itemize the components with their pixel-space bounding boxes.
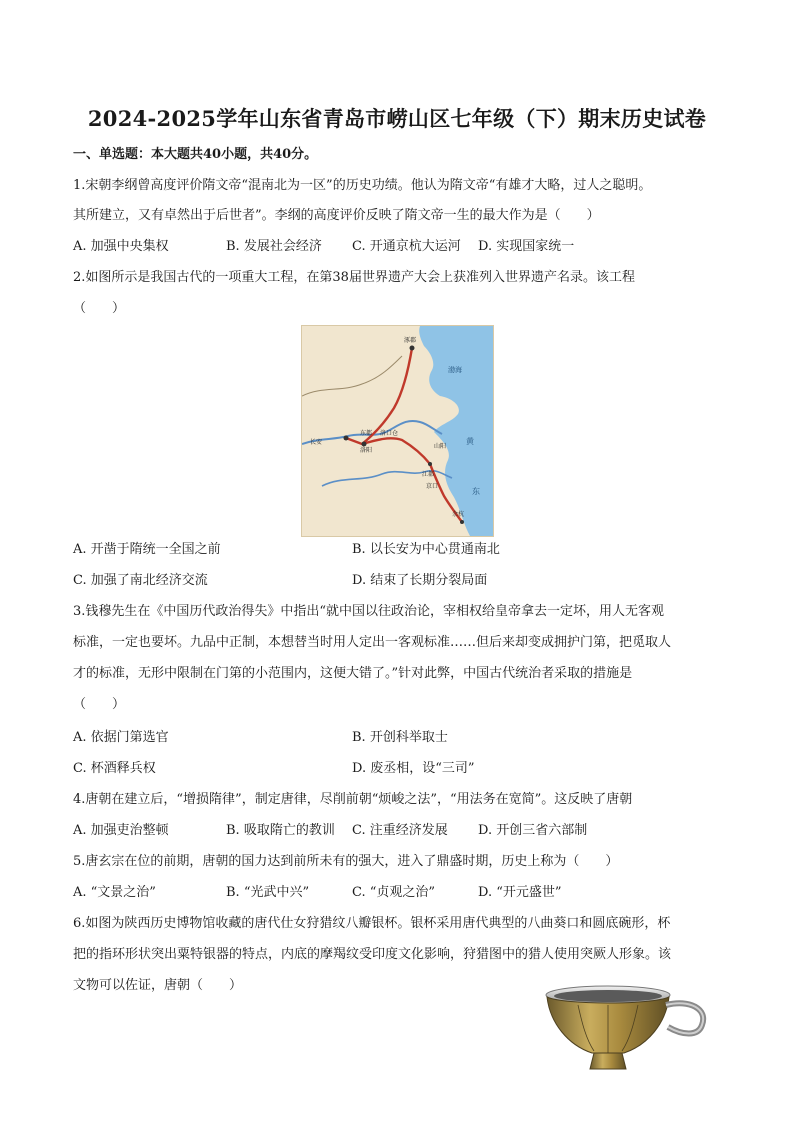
q2-option-d[interactable]: D. 结束了长期分裂局面: [352, 573, 488, 588]
section-heading: 一、单选题：本大题共40小题，共40分。: [73, 147, 318, 162]
q5-option-b[interactable]: B. “光武中兴”: [226, 885, 310, 900]
question-4-line-1: 4.唐朝在建立后，“增损隋律”，制定唐律，尽削前朝“烦峻之法”，“用法务在宽简”。这反映了唐朝: [73, 792, 633, 807]
grand-canal-map-svg: [302, 326, 493, 536]
map-label-jiangdu: 江都: [422, 471, 435, 478]
luoyang-point: [362, 442, 367, 447]
q5-option-c[interactable]: C. “贞观之治”: [352, 885, 436, 900]
q1-option-d[interactable]: D. 实现国家统一: [478, 239, 575, 254]
map-label-luokoucang: 洛口仓: [380, 430, 399, 437]
cup-foot: [590, 1053, 626, 1069]
q4-option-b[interactable]: B. 吸取隋亡的教训: [226, 823, 335, 838]
q5-option-d[interactable]: D. “开元盛世”: [478, 885, 562, 900]
sea-area: [419, 326, 493, 536]
map-label-yuhang: 余杭: [452, 511, 465, 518]
question-6-line-1: 6.如图为陕西历史博物馆收藏的唐代仕女狩猎纹八瓣银杯。银杯采用唐代典型的八曲葵口和圆底碗形，杯: [73, 916, 671, 931]
q5-option-a[interactable]: A. “文景之治”: [73, 885, 156, 900]
question-2-line-1: 2.如图所示是我国古代的一项重大工程，在第38届世界遗产大会上获准列入世界遗产名录。该工程: [73, 270, 635, 285]
question-1-line-1: 1.宋朝李纲曾高度评价隋文帝“混南北为一区”的历史功绩。他认为隋文帝“有雄才大略，过人之聪明。: [73, 178, 652, 193]
page-title: 2024-2025学年山东省青岛市崂山区七年级（下）期末历史试卷: [87, 106, 707, 131]
q3-option-b[interactable]: B. 开创科举取士: [352, 730, 448, 745]
q4-option-d[interactable]: D. 开创三省六部制: [478, 823, 588, 838]
q3-option-d[interactable]: D. 废丞相，设“三司”: [352, 761, 475, 776]
zhuojun-point: [410, 346, 415, 351]
q3-option-c[interactable]: C. 杯酒释兵权: [73, 761, 156, 776]
q2-option-b[interactable]: B. 以长安为中心贯通南北: [352, 542, 500, 557]
question-2-line-2: （ ）: [73, 301, 126, 316]
changan-point: [344, 436, 349, 441]
map-label-huang: 黄: [466, 437, 474, 446]
q2-option-a[interactable]: A. 开凿于隋统一全国之前: [73, 542, 221, 557]
cup-interior: [554, 990, 662, 1002]
q3-option-a[interactable]: A. 依据门第选官: [73, 730, 169, 745]
map-label-shanyang: 山阳: [434, 443, 447, 450]
map-label-bohai: 渤海: [448, 366, 462, 374]
q4-option-c[interactable]: C. 注重经济发展: [352, 823, 448, 838]
mountain-line: [302, 356, 402, 396]
question-1-line-2: 其所建立，又有卓然出于后世者”。李纲的高度评价反映了隋文帝一生的最大作为是（ ）: [73, 208, 600, 223]
silver-cup-image: [542, 983, 712, 1075]
question-3-line-3: 才的标准，无形中限制在门第的小范围内，这便大错了。”针对此弊，中国古代统治者采取的措施是: [73, 666, 633, 681]
grand-canal-map: [301, 325, 494, 537]
map-label-changan: 长安: [310, 439, 323, 446]
map-label-jingkou: 京口: [426, 483, 439, 490]
map-label-dong: 东: [472, 487, 480, 496]
question-3-line-1: 3.钱穆先生在《中国历代政治得失》中指出“就中国以往政治论，宰相权给皇帝拿去一定坏，用人无客观: [73, 604, 665, 619]
question-6-line-2: 把的指环形状突出粟特银器的特点，内底的摩羯纹受印度文化影响，狩猎图中的猎人使用突厥人形象。该: [73, 947, 672, 962]
question-3-line-4: （ ）: [73, 697, 126, 712]
q2-option-c[interactable]: C. 加强了南北经济交流: [73, 573, 208, 588]
q1-option-b[interactable]: B. 发展社会经济: [226, 239, 322, 254]
map-label-dongdu: 东都: [360, 430, 373, 437]
q1-option-a[interactable]: A. 加强中央集权: [73, 239, 169, 254]
question-3-line-2: 标准，一定也要坏。九品中正制，本想替当时用人定出一客观标准……但后来却变成拥护门第，把觅取人: [73, 635, 672, 650]
q4-option-a[interactable]: A. 加强吏治整顿: [73, 823, 169, 838]
silver-cup-svg: [542, 983, 712, 1075]
jiangdu-point: [428, 462, 432, 466]
question-5-line-1: 5.唐玄宗在位的前期，唐朝的国力达到前所未有的强大，进入了鼎盛时期，历史上称为（ ）: [73, 854, 619, 869]
question-6-line-3: 文物可以佐证，唐朝（ ）: [73, 978, 243, 993]
yuhang-point: [460, 520, 464, 524]
map-label-luoyang: 洛阳: [360, 447, 373, 454]
q1-option-c[interactable]: C. 开通京杭大运河: [352, 239, 461, 254]
map-label-zhuojun: 涿郡: [404, 337, 417, 344]
